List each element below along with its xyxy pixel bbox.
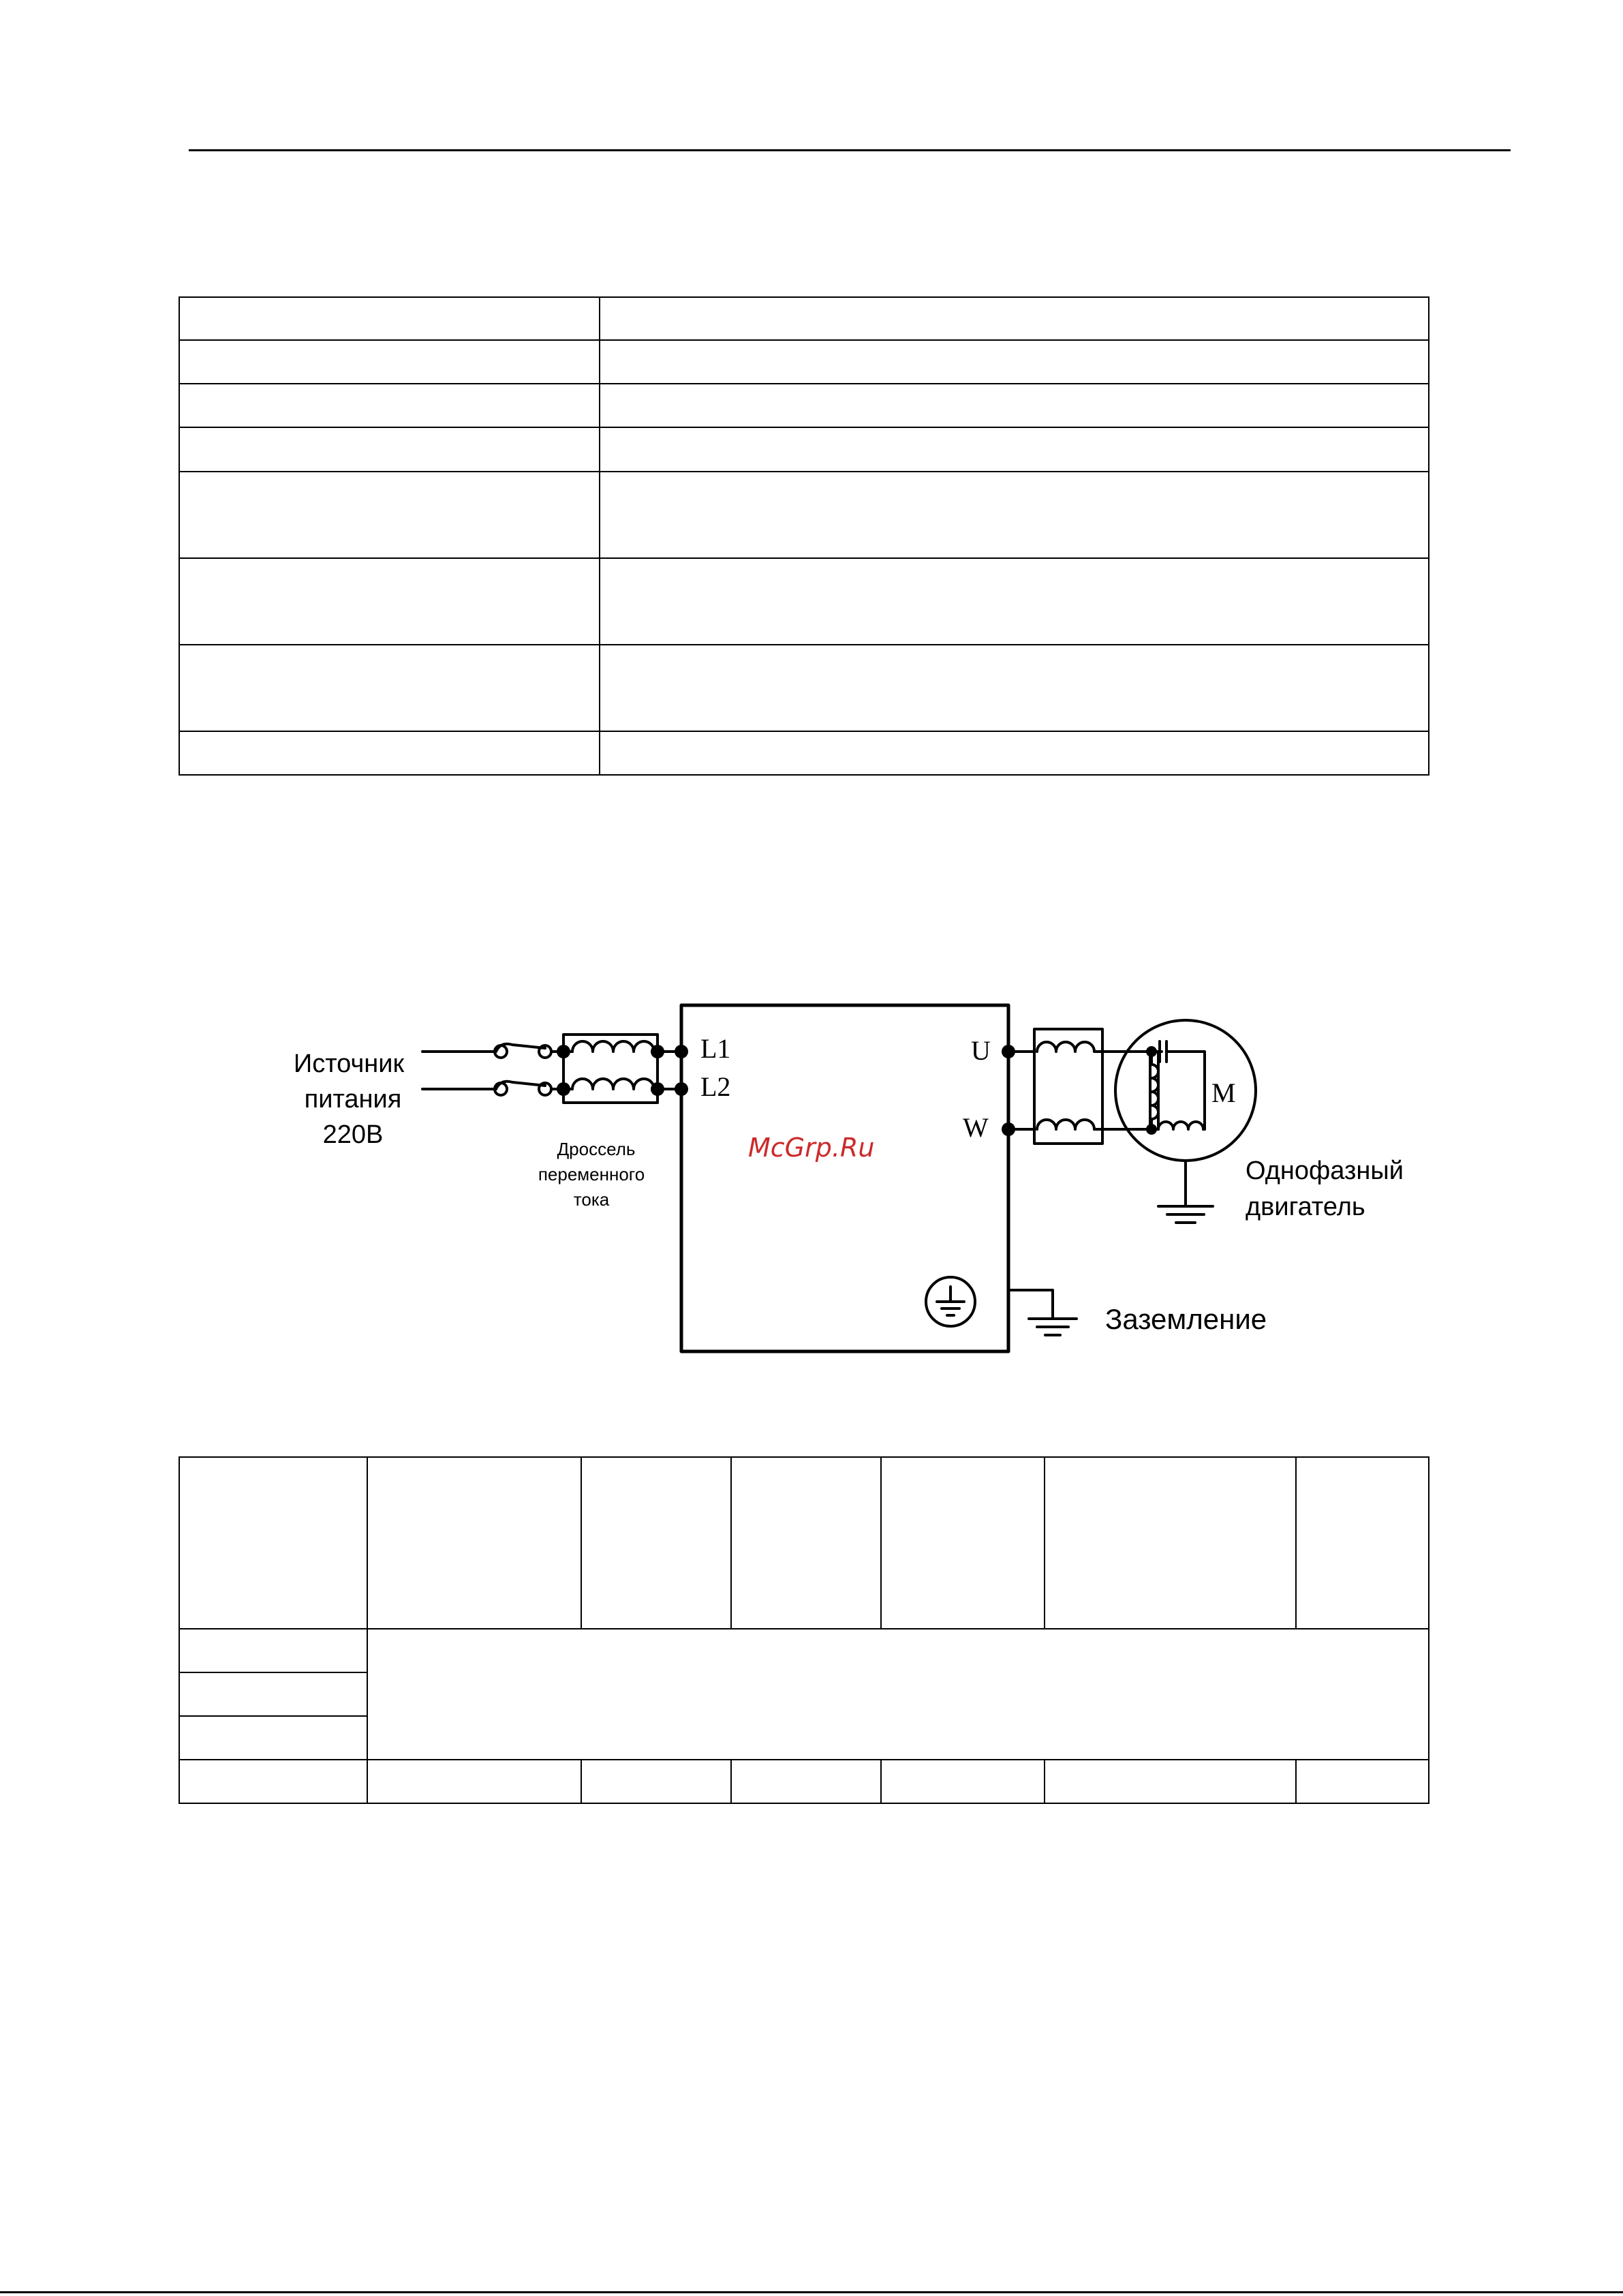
- terminal-u-label: U: [971, 1035, 991, 1066]
- table-row: [179, 1629, 1429, 1672]
- table-row: [179, 1760, 1429, 1803]
- motor-label-2: двигатель: [1246, 1193, 1365, 1221]
- ground-label: Заземление: [1105, 1303, 1267, 1335]
- terminal-w-label: W: [963, 1112, 989, 1143]
- output-coil-2: [1037, 1120, 1094, 1129]
- choke-coil-1: [572, 1041, 654, 1052]
- output-coil-1: [1037, 1042, 1094, 1052]
- watermark: McGrp.Ru: [748, 1133, 875, 1163]
- spec-table-bottom: [179, 1456, 1429, 1804]
- motor-symbol-label: M: [1211, 1077, 1236, 1108]
- power-source-label-2: питания: [304, 1085, 402, 1114]
- choke-label-2: переменного: [538, 1164, 645, 1184]
- table-row: [179, 1457, 1429, 1629]
- choke-label-1: Дроссель: [557, 1139, 636, 1159]
- footer-rule: [0, 2291, 1623, 2293]
- terminal-l1-label: L1: [700, 1033, 731, 1064]
- choke-coil-2: [572, 1079, 654, 1089]
- power-source-label-1: Источник: [293, 1050, 405, 1078]
- terminal-l2-label: L2: [700, 1071, 731, 1102]
- motor-label-1: Однофазный: [1246, 1157, 1404, 1185]
- choke-label-3: тока: [573, 1189, 610, 1210]
- power-source-label-3: 220В: [322, 1120, 384, 1149]
- motor-winding-start: [1158, 1122, 1203, 1129]
